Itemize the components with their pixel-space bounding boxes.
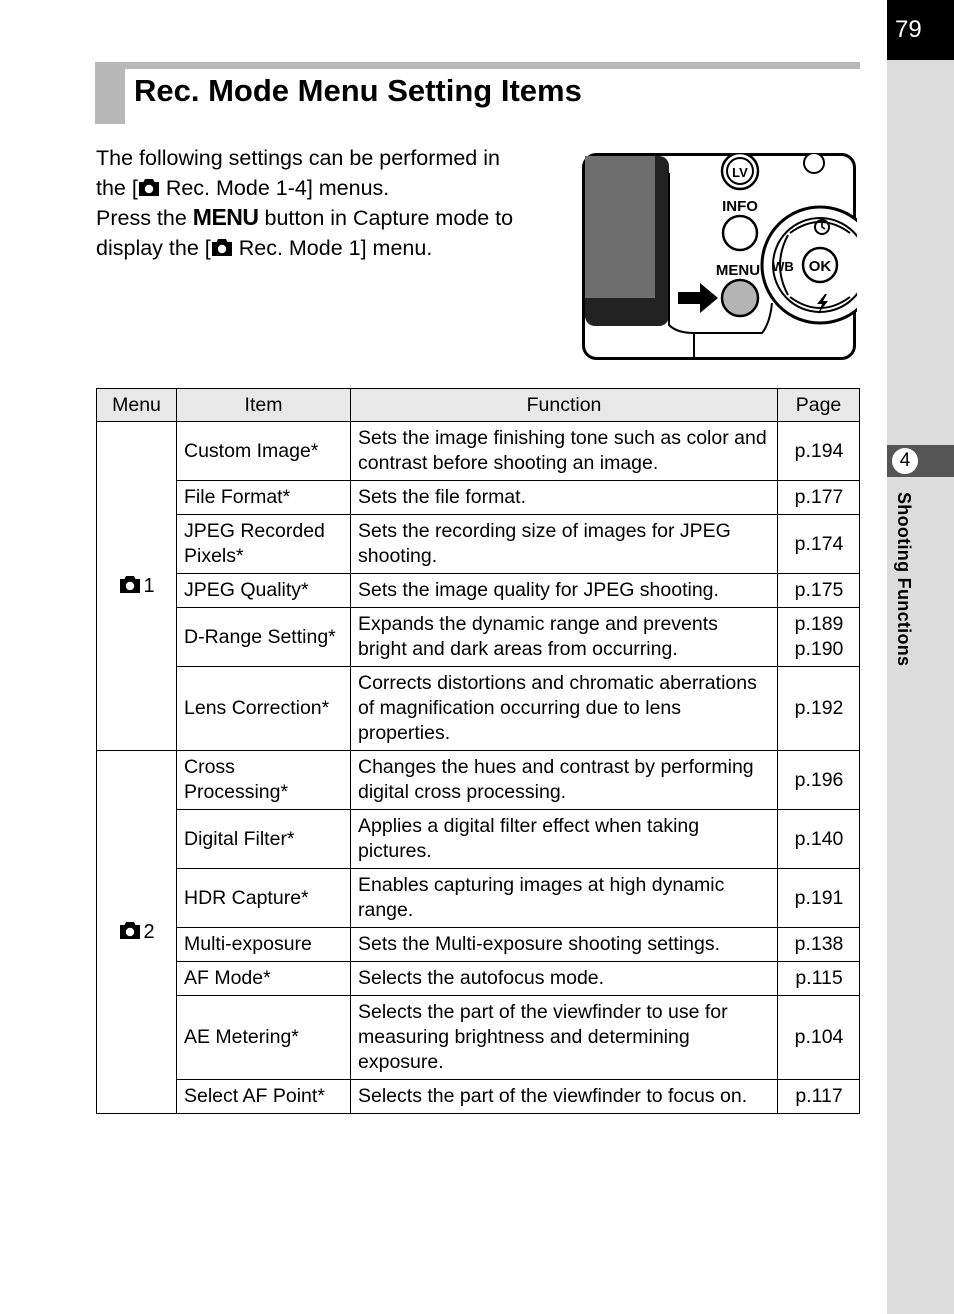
function-cell: Sets the file format. [351,481,778,515]
table-row [97,422,860,481]
title-rule [95,62,860,69]
header-function: Function [351,389,778,422]
intro-paragraph [96,144,566,263]
header-page: Page [778,389,860,422]
settings-table [96,388,860,1114]
table-row [97,751,860,810]
wb-label: WB [772,259,794,274]
table-row [97,869,860,928]
table-row [97,608,860,667]
title-marker [95,62,125,124]
table-row [97,1080,860,1114]
function-cell: Selects the part of the viewfinder to use for measuring brightness and determining exposure. [351,996,778,1080]
page-cell: p.194 [778,422,860,481]
item-cell: AF Mode* [177,962,351,996]
page-cell: p.140 [778,810,860,869]
menu-label: MENU [715,262,761,279]
info-button [723,216,757,250]
function-cell: Sets the image finishing tone such as color and contrast before shooting an image. [351,422,778,481]
item-cell: File Format* [177,481,351,515]
item-cell: Lens Correction* [177,667,351,751]
intro-line-2-start: the [ [96,175,138,200]
menu-button [722,280,758,316]
menu-button-label: MENU [192,204,259,230]
item-cell: Multi-exposure [177,928,351,962]
page-cell: p.175 [778,574,860,608]
function-cell: Corrects distortions and chromatic aberrations of magnification occurring due to lens properties. [351,667,778,751]
page-cell: p.177 [778,481,860,515]
item-cell: Digital Filter* [177,810,351,869]
lv-label: LV [732,165,748,180]
page-cell: p.117 [778,1080,860,1114]
function-cell: Selects the part of the viewfinder to focus on. [351,1080,778,1114]
page-cell: p.104 [778,996,860,1080]
item-cell: Select AF Point* [177,1080,351,1114]
header-menu: Menu [97,389,177,422]
page-number: 79 [887,0,954,60]
intro-line-2-end: Rec. Mode 1-4] menus. [159,175,390,200]
menu-rec-mode-2 [97,751,177,1114]
table-row [97,667,860,751]
camera-icon [138,178,160,197]
header-item: Item [177,389,351,422]
page-cell: p.115 [778,962,860,996]
table-row [97,928,860,962]
menu-number: 1 [143,574,155,597]
page-cell: p.192 [778,667,860,751]
page-ref: p.190 [794,638,844,660]
function-cell: Sets the image quality for JPEG shooting. [351,574,778,608]
chapter-number: 4 [891,447,919,475]
page-cell [778,608,860,667]
camera-icon [211,238,233,257]
page-ref: p.189 [794,613,844,635]
camera-back-illustration [582,153,857,361]
page-cell: p.138 [778,928,860,962]
intro-line-1: The following settings can be performed in [96,146,500,170]
ok-label: OK [808,258,832,275]
table-row [97,962,860,996]
item-cell: Custom Image* [177,422,351,481]
table-header-row [97,389,860,422]
item-cell: Cross Processing* [177,751,351,810]
item-cell: JPEG Recorded Pixels* [177,515,351,574]
intro-line-3-start: Press the [96,206,193,230]
table-row [97,810,860,869]
function-cell: Sets the recording size of images for JPEG shooting. [351,515,778,574]
table-row [97,515,860,574]
page-cell: p.191 [778,869,860,928]
intro-line-4-end: Rec. Mode 1] menu. [232,235,433,260]
intro-line-3-end: button in Capture mode to [258,206,514,230]
item-cell: JPEG Quality* [177,574,351,608]
camera-icon [119,921,141,940]
info-label: INFO [722,198,758,215]
chapter-title: Shooting Functions [894,492,914,667]
page-cell: p.174 [778,515,860,574]
function-cell: Expands the dynamic range and prevents bright and dark areas from occurring. [351,608,778,667]
table-row [97,996,860,1080]
intro-line-4-start: display the [ [96,235,211,260]
page-cell: p.196 [778,751,860,810]
function-cell: Enables capturing images at high dynamic range. [351,869,778,928]
item-cell: D-Range Setting* [177,608,351,667]
table-row [97,574,860,608]
section-title: Rec. Mode Menu Setting Items [134,73,582,108]
menu-rec-mode-1 [97,422,177,751]
item-cell: HDR Capture* [177,869,351,928]
menu-number: 2 [143,920,155,943]
function-cell: Sets the Multi-exposure shooting settings. [351,928,778,962]
function-cell: Changes the hues and contrast by performing digital cross processing. [351,751,778,810]
function-cell: Applies a digital filter effect when taking pictures. [351,810,778,869]
camera-icon [119,575,141,594]
function-cell: Selects the autofocus mode. [351,962,778,996]
item-cell: AE Metering* [177,996,351,1080]
table-row [97,481,860,515]
